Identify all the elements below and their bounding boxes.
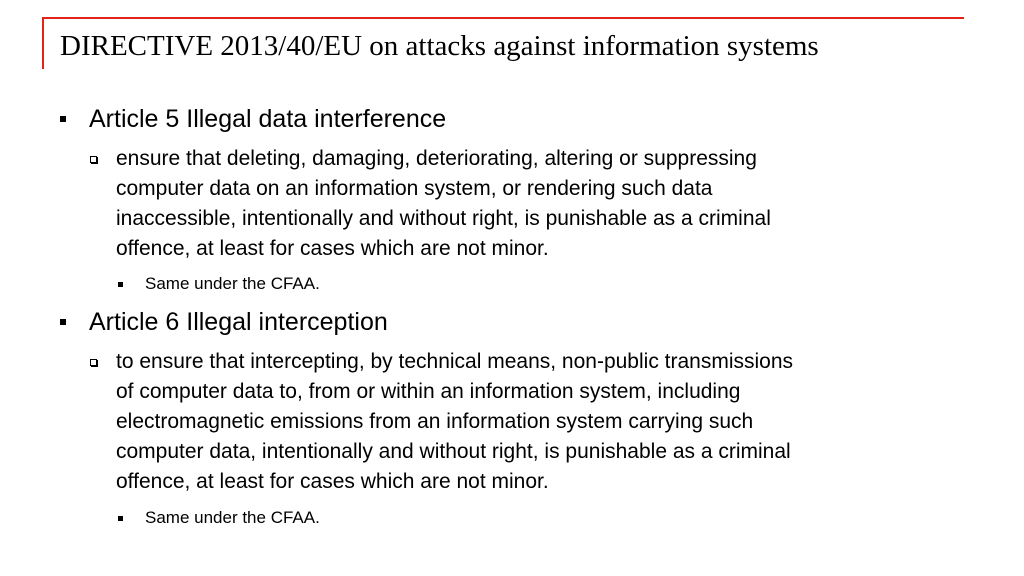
title-side-rule <box>42 17 44 69</box>
title-top-rule <box>42 17 964 19</box>
note-text: Same under the CFAA. <box>145 508 320 527</box>
body-line: computer data on an information system, or rendering such data <box>116 177 713 200</box>
square-bullet-icon <box>60 319 66 325</box>
body-line: of computer data to, from or within an information system, including <box>116 380 741 403</box>
article-5-note <box>145 272 320 296</box>
body-line: offence, at least for cases which are not minor. <box>116 470 549 493</box>
article-6-body <box>116 347 996 497</box>
article-6-note <box>145 506 320 530</box>
bullet-article-5 <box>89 104 446 134</box>
article-5-body <box>116 144 996 264</box>
note-text: Same under the CFAA. <box>145 274 320 293</box>
hollow-square-bullet-icon <box>90 156 97 163</box>
body-line: to ensure that intercepting, by technical means, non-public transmissions <box>116 350 794 373</box>
small-square-bullet-icon <box>118 516 123 521</box>
body-line: offence, at least for cases which are not minor. <box>116 237 549 260</box>
hollow-square-bullet-icon <box>90 359 97 366</box>
slide-title: DIRECTIVE 2013/40/EU on attacks against information systems <box>60 30 819 62</box>
article-heading: Article 6 Illegal interception <box>89 308 388 336</box>
body-line: computer data, intentionally and without right, is punishable as a criminal <box>116 440 791 463</box>
body-line: inaccessible, intentionally and without right, is punishable as a criminal <box>116 207 771 230</box>
body-line: electromagnetic emissions from an information system carrying such <box>116 410 754 433</box>
small-square-bullet-icon <box>118 282 123 287</box>
square-bullet-icon <box>60 116 66 122</box>
bullet-article-6 <box>89 307 388 337</box>
article-heading: Article 5 Illegal data interference <box>89 105 447 133</box>
body-line: ensure that deleting, damaging, deteriorating, altering or suppressing <box>116 147 757 170</box>
